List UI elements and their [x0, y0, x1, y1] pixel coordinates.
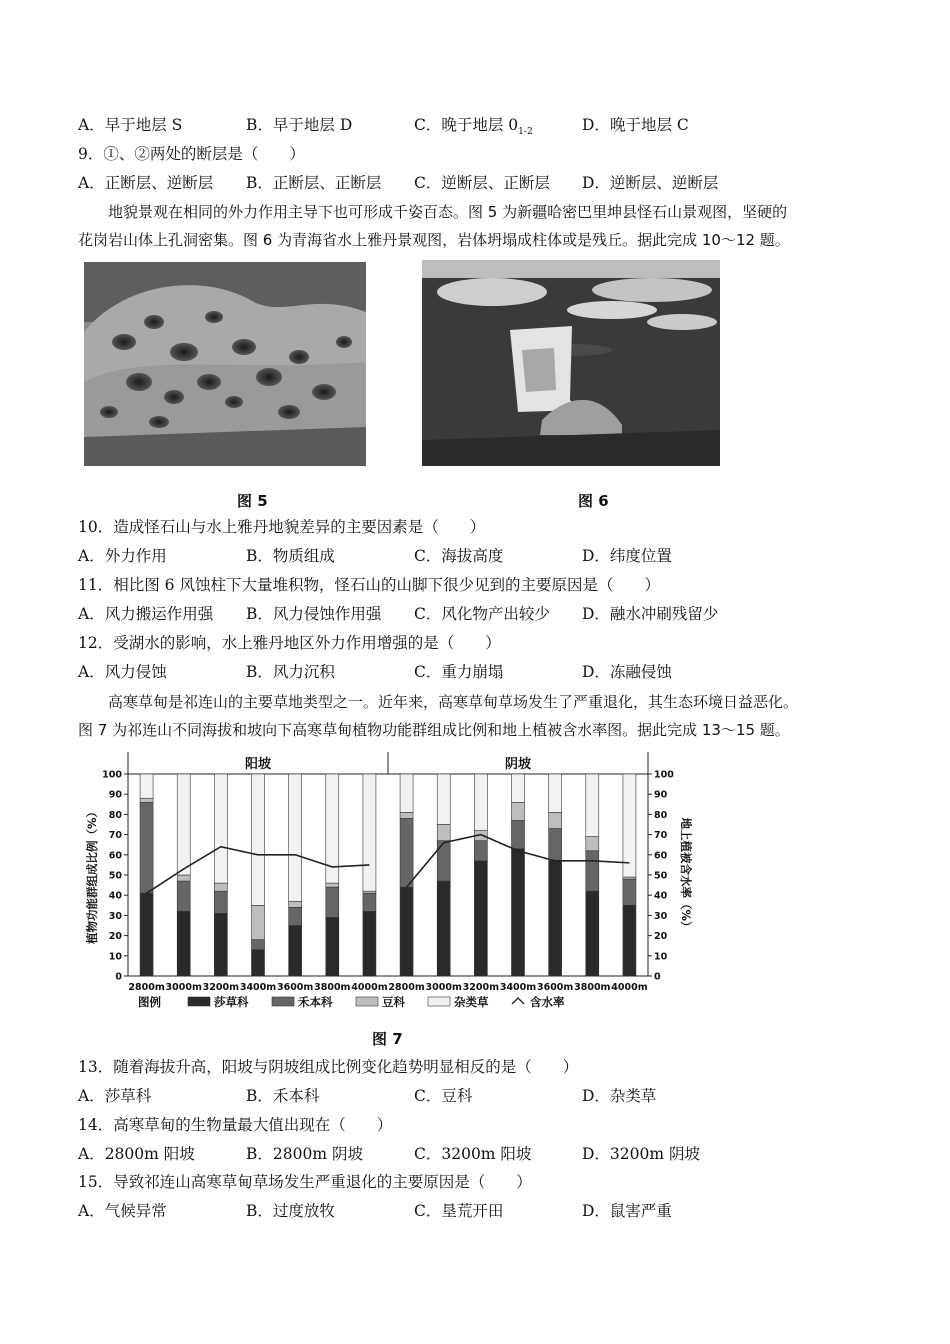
x-tick-label: 4000m: [351, 982, 388, 993]
q12-option-b: B．风力沉积: [246, 663, 335, 681]
bar-3-11: [549, 774, 562, 812]
x-tick-label: 3400m: [239, 982, 277, 993]
bar-0-9: [474, 861, 487, 976]
y2-tick-label: 50: [654, 870, 668, 882]
bar-3-10: [512, 774, 525, 802]
bar-0-7: [400, 887, 413, 976]
q11-option-b: B．风力侵蚀作用强: [246, 605, 382, 623]
q10-option-c: C．海拔高度: [414, 547, 504, 565]
bar-3-13: [623, 774, 636, 877]
x-tick-label: 3000m: [425, 982, 462, 993]
y-tick-label: 10: [108, 951, 122, 963]
legend-label-2: 豆科: [382, 995, 405, 1009]
bar-2-1: [177, 875, 190, 881]
bar-3-2: [214, 774, 227, 883]
group-label-sunny: 阳坡: [244, 757, 272, 772]
q13-option-c: C．豆科: [414, 1087, 473, 1105]
x-tick-label: 3800m: [314, 982, 351, 993]
bar-0-10: [512, 849, 525, 976]
q11-option-d: D．融水冲刷残留少: [582, 605, 719, 623]
q15-stem: 15．导致祁连山高寒草甸草场发生严重退化的主要原因是（ ）: [78, 1173, 532, 1191]
bar-1-5: [326, 887, 339, 917]
q10-stem: 10．造成怪石山与水上雅丹地貌差异的主要因素是（ ）: [78, 518, 486, 536]
bar-2-4: [289, 901, 302, 907]
x-tick-label: 3000m: [165, 982, 202, 993]
x-tick-label: 2800m: [388, 982, 425, 993]
legend-label-3: 杂类草: [454, 995, 489, 1009]
chart-svg: [78, 744, 698, 1019]
y2-tick-label: 60: [654, 850, 668, 862]
bar-3-9: [474, 774, 487, 831]
bar-1-12: [586, 851, 599, 891]
bar-1-1: [177, 881, 190, 911]
y-tick-label: 80: [108, 809, 122, 821]
bar-3-6: [363, 774, 376, 891]
q13-stem: 13．随着海拔升高，阳坡与阴坡组成比例变化趋势明显相反的是（ ）: [78, 1058, 579, 1076]
y2-tick-label: 0: [654, 971, 661, 983]
x-tick-label: 3600m: [276, 982, 314, 993]
x-tick-label: 2800m: [128, 982, 165, 993]
legend-line-symbol: [512, 998, 524, 1004]
y2-tick-label: 40: [654, 890, 668, 902]
bar-1-0: [140, 802, 153, 893]
bar-1-2: [214, 891, 227, 913]
q12-option-a: A．风力侵蚀: [78, 663, 167, 681]
plot-frame: [128, 774, 648, 976]
legend-swatch-1: [272, 997, 294, 1006]
q13-option-b: B．禾本科: [246, 1087, 320, 1105]
q8-option-a: A．早于地层 S: [78, 116, 183, 134]
q8-option-c: C．晚于地层 $0_{1-2}$: [414, 116, 533, 138]
bar-0-1: [177, 911, 190, 976]
q8-option-d: D．晚于地层 C: [582, 116, 689, 134]
bar-1-9: [474, 841, 487, 861]
bar-3-3: [252, 774, 265, 905]
bar-3-8: [437, 774, 450, 825]
y-tick-label: 90: [108, 789, 122, 801]
bar-0-12: [586, 891, 599, 976]
y-axis-title: 植物功能群组成比例（%）: [85, 805, 99, 945]
bar-2-13: [623, 877, 636, 879]
y2-tick-label: 90: [654, 789, 668, 801]
intro2-line2: 图 7 为祁连山不同海拔和坡向下高寒草甸植物功能群组成比例和地上植被含水率图。据此完成 13～15 题。: [78, 721, 790, 739]
q12-stem: 12．受湖水的影响，水上雅丹地区外力作用增强的是（ ）: [78, 634, 501, 652]
bar-1-6: [363, 893, 376, 911]
group-label-shady: 阴坡: [504, 757, 532, 772]
bar-1-10: [512, 820, 525, 848]
legend-label-0: 莎草科: [214, 995, 249, 1009]
y2-axis-title: 地上植被含水率（%）: [679, 817, 693, 933]
q13-option-d: D．杂类草: [582, 1087, 657, 1105]
q12-option-c: C．重力崩塌: [414, 663, 504, 681]
bar-3-7: [400, 774, 413, 812]
q11-option-c: C．风化物产出较少: [414, 605, 550, 623]
bar-0-2: [214, 913, 227, 976]
bar-2-2: [214, 883, 227, 891]
y2-tick-label: 70: [654, 830, 668, 842]
legend-swatch-0: [188, 997, 210, 1006]
bar-0-11: [549, 861, 562, 976]
q15-option-b: B．过度放牧: [246, 1202, 335, 1220]
q12-option-d: D．冻融侵蚀: [582, 663, 672, 681]
q10-option-d: D．纬度位置: [582, 547, 672, 565]
y-tick-label: 60: [108, 850, 122, 862]
q9-option-c: C．逆断层、正断层: [414, 174, 550, 192]
y2-tick-label: 10: [654, 951, 668, 963]
legend-swatch-3: [428, 997, 450, 1006]
bar-0-8: [437, 881, 450, 976]
bar-2-5: [326, 883, 339, 887]
intro-paragraph-1: [78, 198, 878, 254]
y-tick-label: 40: [108, 890, 122, 902]
bar-1-4: [289, 907, 302, 925]
intro-paragraph-2: [78, 688, 878, 744]
legend-swatch-2: [356, 997, 378, 1006]
figure-7-chart: [78, 744, 698, 1019]
y-tick-label: 70: [108, 830, 122, 842]
x-tick-label: 3200m: [462, 982, 500, 993]
bar-2-7: [400, 812, 413, 818]
q15-option-c: C．垦荒开田: [414, 1202, 504, 1220]
x-tick-label: 3800m: [574, 982, 611, 993]
figure-5-caption: 图 5: [237, 492, 268, 510]
q14-option-a: A．2800m 阳坡: [78, 1145, 195, 1163]
q13-option-a: A．莎草科: [78, 1087, 152, 1105]
q8-option-b: B．早于地层 D: [246, 116, 353, 134]
y-tick-label: 0: [115, 971, 122, 983]
bar-0-5: [326, 917, 339, 976]
bar-2-8: [437, 825, 450, 841]
y-tick-label: 50: [108, 870, 122, 882]
q9-option-b: B．正断层、正断层: [246, 174, 382, 192]
bar-0-0: [140, 893, 153, 976]
legend-label-1: 禾本科: [298, 995, 333, 1009]
bar-2-0: [140, 798, 153, 802]
bar-0-6: [363, 911, 376, 976]
y2-tick-label: 20: [654, 931, 668, 943]
y2-tick-label: 80: [654, 809, 668, 821]
x-tick-label: 3600m: [536, 982, 574, 993]
bar-0-4: [289, 926, 302, 977]
bar-2-11: [549, 812, 562, 828]
bar-2-3: [252, 905, 265, 939]
q15-option-d: D．鼠害严重: [582, 1202, 672, 1220]
q10-option-b: B．物质组成: [246, 547, 335, 565]
x-tick-label: 4000m: [611, 982, 648, 993]
bar-2-6: [363, 891, 376, 893]
figure-6-caption: 图 6: [578, 492, 609, 510]
bar-3-4: [289, 774, 302, 901]
q9-option-a: A．正断层、逆断层: [78, 174, 214, 192]
legend-label-line: 含水率: [530, 995, 565, 1009]
bar-1-3: [252, 940, 265, 950]
y2-tick-label: 100: [654, 769, 674, 781]
bar-3-0: [140, 774, 153, 798]
figure-7-caption: 图 7: [372, 1030, 403, 1048]
intro1-line2: 花岗岩山体上孔洞密集。图 6 为青海省水上雅丹景观图，岩体坍塌成柱体或是残丘。据此完成 10～12 题。: [78, 231, 790, 249]
intro1-line1: 地貌景观在相同的外力作用主导下也可形成千姿百态。图 5 为新疆哈密巴里坤县怪石山景观图，坚硬的: [108, 203, 788, 221]
legend-title: 图例: [138, 995, 161, 1009]
q14-stem: 14．高寒草甸的生物量最大值出现在（ ）: [78, 1116, 393, 1134]
bar-1-7: [400, 818, 413, 887]
y-tick-label: 100: [102, 769, 122, 781]
q14-option-c: C．3200m 阳坡: [414, 1145, 532, 1163]
figure-6-photo: [422, 260, 720, 466]
bar-3-12: [586, 774, 599, 837]
bar-1-11: [549, 829, 562, 861]
q15-option-a: A．气候异常: [78, 1202, 167, 1220]
q10-option-a: A．外力作用: [78, 547, 167, 565]
y-tick-label: 30: [108, 910, 122, 922]
intro2-line1: 高寒草甸是祁连山的主要草地类型之一。近年来，高寒草甸草场发生了严重退化，其生态环境日益恶化。: [108, 693, 799, 711]
figure-5-photo: [84, 262, 366, 466]
q11-stem: 11．相比图 6 风蚀柱下大量堆积物，怪石山的山脚下很少见到的主要原因是（ ）: [78, 576, 660, 594]
bar-2-10: [512, 802, 525, 820]
x-tick-label: 3400m: [499, 982, 537, 993]
bar-2-12: [586, 837, 599, 851]
y-tick-label: 20: [108, 931, 122, 943]
bar-1-13: [623, 879, 636, 905]
y2-tick-label: 30: [654, 910, 668, 922]
bar-0-13: [623, 905, 636, 976]
q9-option-d: D．逆断层、逆断层: [582, 174, 719, 192]
x-tick-label: 3200m: [202, 982, 240, 993]
q9-stem: 9．①、②两处的断层是（ ）: [78, 145, 305, 163]
bar-0-3: [252, 950, 265, 976]
q11-option-a: A．风力搬运作用强: [78, 605, 214, 623]
bar-3-1: [177, 774, 190, 875]
bar-1-8: [437, 841, 450, 881]
q14-option-b: B．2800m 阴坡: [246, 1145, 363, 1163]
q14-option-d: D．3200m 阴坡: [582, 1145, 700, 1163]
